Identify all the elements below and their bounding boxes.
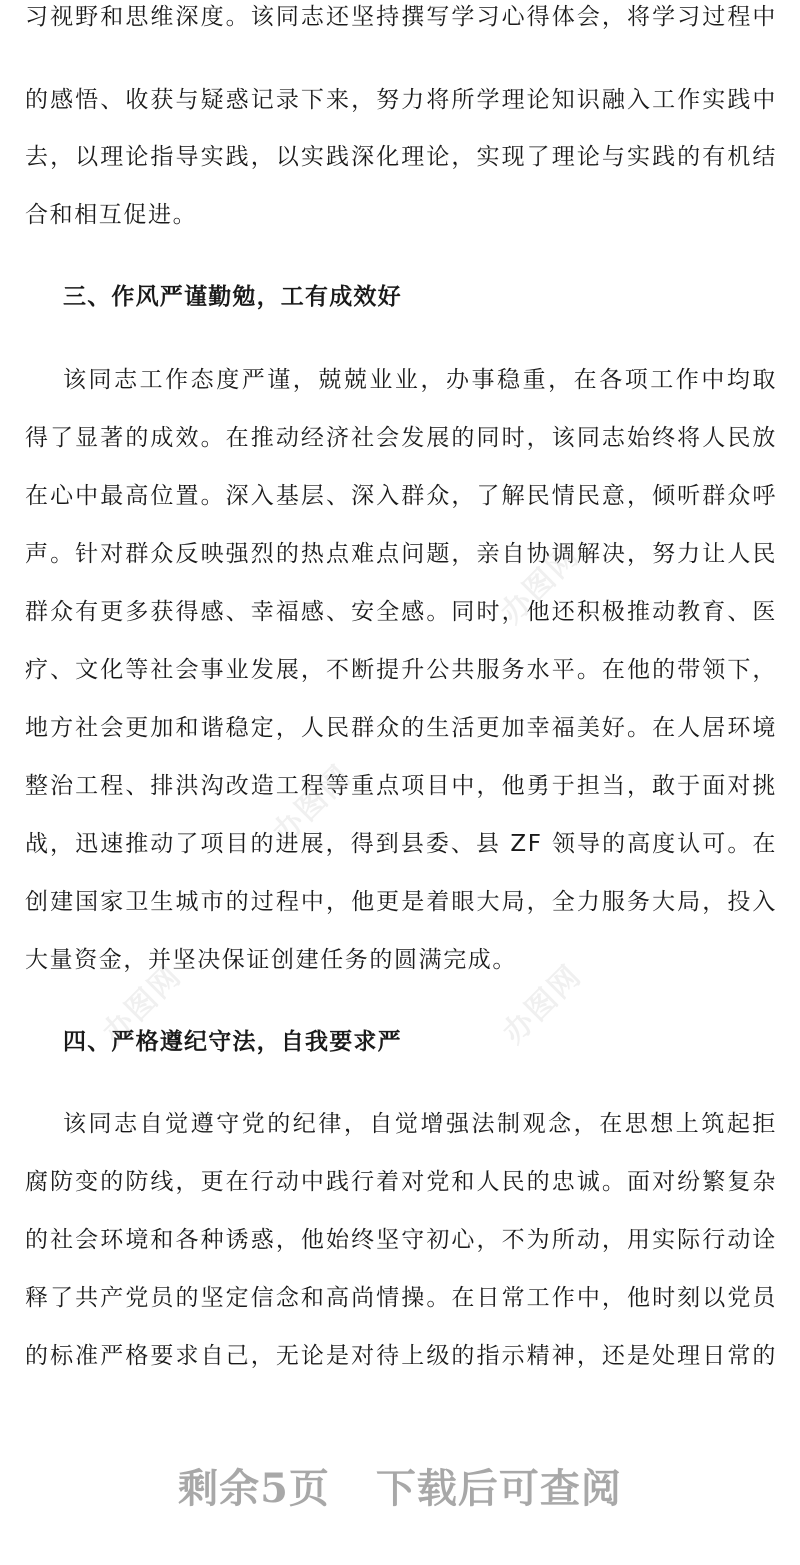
paragraph-line: 合和相互促进。: [25, 202, 198, 228]
section-heading: 四、严格遵纪守法，自我要求严: [63, 1029, 402, 1055]
watermark: 办图网: [96, 958, 189, 1051]
paragraph-line: 该同志工作态度严谨，兢兢业业，办事稳重，在各项工作中均取: [63, 367, 777, 393]
paragraph-line: 在心中最高位置。深入基层、深入群众，了解民情民意，倾听群众呼: [25, 483, 777, 509]
paragraph-line: 地方社会更加和谐稳定，人民群众的生活更加幸福美好。在人居环境: [25, 715, 777, 741]
paragraph-line: 战，迅速推动了项目的进展，得到县委、县 ZF 领导的高度认可。在: [25, 831, 777, 857]
paragraph-line: 群众有更多获得感、幸福感、安全感。同时，他还积极推动教育、医: [25, 599, 777, 625]
paragraph-line: 去，以理论指导实践，以实践深化理论，实现了理论与实践的有机结: [25, 144, 777, 170]
paragraph-line: 该同志自觉遵守党的纪律，自觉增强法制观念，在思想上筑起拒: [63, 1111, 777, 1137]
paragraph-line: 大量资金，并坚决保证创建任务的圆满完成。: [25, 947, 517, 973]
paragraph-line: 的社会环境和各种诱惑，他始终坚守初心，不为所动，用实际行动诠: [25, 1227, 777, 1253]
download-prompt[interactable]: [0, 1462, 800, 1516]
section-heading: 三、作风严谨勤勉，工有成效好: [63, 284, 402, 310]
paragraph-line: 释了共产党员的坚定信念和高尚情操。在日常工作中，他时刻以党员: [25, 1285, 777, 1311]
paragraph-line: 腐防变的防线，更在行动中践行着对党和人民的忠诚。面对纷繁复杂: [25, 1169, 777, 1195]
paragraph-line: 疗、文化等社会事业发展，不断提升公共服务水平。在他的带领下，: [25, 657, 777, 683]
paragraph-line: 创建国家卫生城市的过程中，他更是着眼大局，全力服务大局，投入: [25, 889, 777, 915]
remaining-pages-label: 剩余5页: [178, 1465, 330, 1512]
watermark: 办图网: [496, 958, 589, 1051]
paragraph-line: 得了显著的成效。在推动经济社会发展的同时，该同志始终将人民放: [25, 425, 777, 451]
watermark: 办图网: [494, 538, 587, 631]
paragraph-line: 整治工程、排洪沟改造工程等重点项目中，他勇于担当，敢于面对挑: [25, 773, 777, 799]
watermark: 办图网: [266, 758, 359, 851]
download-to-view-label: 下载后可查阅: [375, 1465, 622, 1512]
paragraph-line: 习视野和思维深度。该同志还坚持撰写学习心得体会，将学习过程中: [25, 4, 777, 30]
paragraph-line: 声。针对群众反映强烈的热点难点问题，亲自协调解决，努力让人民: [25, 541, 777, 567]
paragraph-line: 的感悟、收获与疑惑记录下来，努力将所学理论知识融入工作实践中: [25, 87, 777, 113]
paragraph-line: 的标准严格要求自己，无论是对待上级的指示精神，还是处理日常的: [25, 1343, 777, 1369]
